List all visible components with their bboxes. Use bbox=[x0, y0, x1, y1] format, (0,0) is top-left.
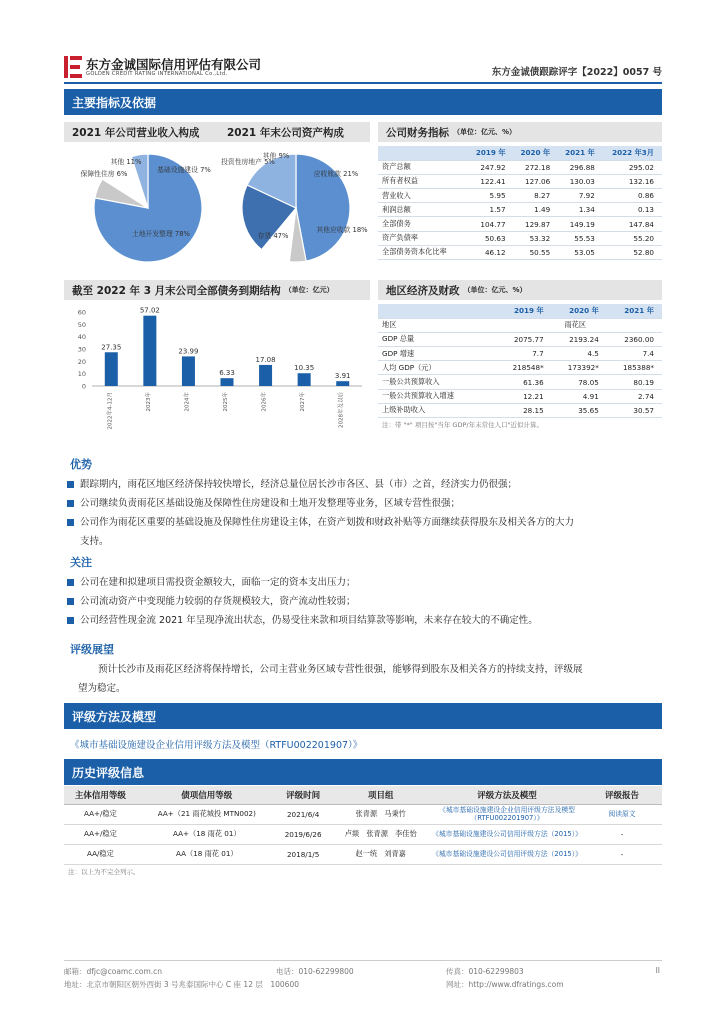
header bbox=[64, 54, 662, 84]
region-table-note: 注：带 "*" 项目按"当年 GDP/年末常住人口"近似计算。 bbox=[382, 421, 544, 429]
table-cell: 50.63 bbox=[469, 231, 514, 245]
bar-value-label: 6.33 bbox=[219, 369, 235, 378]
column-header: 2022 年3月 bbox=[603, 146, 662, 160]
company-name-en: GOLDEN CREDIT RATING INTERNATIONAL Co.,Ltd. bbox=[86, 71, 228, 77]
table-cell: 80.19 bbox=[607, 375, 662, 389]
x-tick-label: 2027年 bbox=[300, 392, 307, 412]
region-table-row bbox=[378, 347, 662, 361]
table-cell: GDP 增速 bbox=[378, 347, 497, 361]
bar-value-label: 10.35 bbox=[294, 364, 315, 373]
concern-item: 公司经营性现金流 2021 年呈现净流出状态，仍易受往来款和项目结算款等影响，未来存在较大的不确定性。 bbox=[64, 611, 662, 630]
table-cell: 147.84 bbox=[603, 217, 662, 231]
table-cell: 全部债务 bbox=[378, 217, 469, 231]
table-cell: 7.4 bbox=[607, 347, 662, 361]
debt-chart-title: 截至 2022 年 3 月末公司全部债务到期结构 bbox=[72, 284, 281, 297]
region-table-row bbox=[378, 389, 662, 403]
table-cell: 1.49 bbox=[514, 203, 559, 217]
report-cell: - bbox=[582, 844, 662, 864]
debt-bar bbox=[336, 381, 349, 386]
y-tick-label: 50 bbox=[77, 320, 86, 329]
pie-label: 应收账款 21% bbox=[313, 170, 359, 178]
table-cell: 2019/6/26 bbox=[277, 824, 330, 844]
table-cell: 上级补助收入 bbox=[378, 403, 497, 417]
footer bbox=[64, 960, 662, 990]
pie-label: 其他 11% bbox=[110, 158, 142, 166]
table-cell: 赵一统 刘青嘉 bbox=[329, 844, 432, 864]
concern-item: 公司流动资产中变现能力较弱的存货规模较大，资产流动性较弱； bbox=[64, 592, 662, 611]
region-area-value: 雨花区 bbox=[497, 318, 662, 332]
table-header-row bbox=[378, 146, 662, 160]
pie-label: 保障性住房 6% bbox=[80, 170, 128, 178]
pie1-title: 2021 年公司营业收入构成 bbox=[72, 126, 200, 139]
concerns-title: 关注 bbox=[70, 556, 92, 569]
footer-website[interactable]: 网址：http://www.dfratings.com bbox=[446, 980, 564, 989]
table-cell: 296.88 bbox=[558, 160, 603, 174]
table-cell: 28.15 bbox=[497, 403, 552, 417]
history-table bbox=[64, 786, 662, 876]
table-cell: 所有者权益 bbox=[378, 174, 469, 188]
table-cell: 2018/1/5 bbox=[277, 844, 330, 864]
column-header: 评级时间 bbox=[277, 786, 330, 804]
region-table-row bbox=[378, 361, 662, 375]
column-header: 评级方法及模型 bbox=[432, 786, 582, 804]
concerns-section bbox=[64, 554, 662, 630]
company-logo bbox=[64, 56, 82, 78]
table-cell: 一般公共预算收入增速 bbox=[378, 389, 497, 403]
debt-chart-header bbox=[64, 280, 370, 300]
y-tick-label: 20 bbox=[77, 357, 86, 366]
pie-label: 其他应收款 18% bbox=[316, 226, 368, 234]
y-tick-label: 60 bbox=[77, 308, 86, 317]
fin-table-unit: （单位：亿元、%） bbox=[453, 128, 517, 136]
table-cell: AA/稳定 bbox=[64, 844, 137, 864]
table-cell: 资产总额 bbox=[378, 160, 469, 174]
fin-table-row bbox=[378, 203, 662, 217]
table-cell: 2075.77 bbox=[497, 332, 552, 346]
table-cell: 247.92 bbox=[469, 160, 514, 174]
pie-label: 存货 47% bbox=[257, 232, 289, 240]
x-tick-label: 2026年 bbox=[261, 392, 268, 412]
bar-value-label: 57.02 bbox=[139, 306, 160, 315]
table-cell: AA（18 雨花 01） bbox=[137, 844, 277, 864]
table-cell: 218548* bbox=[497, 361, 552, 375]
history-note: 注：以上为不完全列示。 bbox=[68, 867, 140, 876]
outlook-title: 评级展望 bbox=[70, 643, 114, 656]
strength-item: 公司继续负责雨花区基础设施及保障性住房建设和土地开发整理等业务，区域专营性很强； bbox=[64, 494, 662, 513]
company-name-cn: 东方金诚国际信用评估有限公司 bbox=[86, 57, 262, 72]
region-table-header bbox=[378, 280, 662, 300]
table-cell: 张青源 马秉竹 bbox=[329, 804, 432, 824]
table-cell: 130.03 bbox=[558, 174, 603, 188]
table-cell: 4.5 bbox=[552, 347, 607, 361]
column-header: 2019 年 bbox=[497, 304, 552, 318]
strength-item: 跟踪期内，雨花区地区经济保持较快增长，经济总量位居长沙市各区、县（市）之首，经济实力仍很强； bbox=[64, 475, 662, 494]
report-cell[interactable]: 阅读原文 bbox=[582, 804, 662, 824]
strengths-list bbox=[64, 475, 662, 532]
table-cell: 2360.00 bbox=[607, 332, 662, 346]
table-cell: 127.06 bbox=[514, 174, 559, 188]
region-table-row bbox=[378, 403, 662, 417]
table-cell: 2193.24 bbox=[552, 332, 607, 346]
x-tick-label: 2028年及以后 bbox=[338, 392, 345, 428]
strengths-title: 优势 bbox=[70, 458, 92, 471]
outlook-text-1: 预计长沙市及雨花区经济将保持增长，公司主营业务区域专营性很强，能够得到股东及相关各方的持续支持，评级展 bbox=[98, 664, 583, 675]
fin-table-row bbox=[378, 160, 662, 174]
table-cell: 52.80 bbox=[603, 245, 662, 259]
table-cell: 全部债务资本化比率 bbox=[378, 245, 469, 259]
fin-table-row bbox=[378, 217, 662, 231]
y-tick-label: 30 bbox=[77, 345, 86, 354]
concern-item: 公司在建和拟建项目需投资金额较大，面临一定的资本支出压力； bbox=[64, 573, 662, 592]
bar-value-label: 23.99 bbox=[178, 347, 199, 356]
pie1-chart bbox=[66, 146, 216, 266]
region-table-row bbox=[378, 332, 662, 346]
table-cell: AA+/稳定 bbox=[64, 804, 137, 824]
footer-phone: 电话：010-62299800 bbox=[276, 967, 354, 976]
method-cell[interactable]: 《城市基础设施建设企业信用评级方法及模型（RTFU002201907）》 bbox=[432, 804, 582, 824]
table-header-row bbox=[64, 786, 662, 804]
debt-chart-unit: （单位：亿元） bbox=[284, 286, 334, 294]
bar-value-label: 17.08 bbox=[255, 355, 276, 364]
table-cell: 53.05 bbox=[558, 245, 603, 259]
y-tick-label: 0 bbox=[81, 382, 86, 391]
column-header: 主体信用等级 bbox=[64, 786, 137, 804]
table-cell: 12.21 bbox=[497, 389, 552, 403]
fin-table-row bbox=[378, 245, 662, 259]
y-tick-label: 10 bbox=[77, 370, 86, 379]
x-tick-label: 2024年 bbox=[184, 392, 191, 412]
column-header: 2020 年 bbox=[552, 304, 607, 318]
table-cell: 1.57 bbox=[469, 203, 514, 217]
fin-table-row bbox=[378, 189, 662, 203]
doc-number: 东方金诚债跟踪评字【2022】0057 号 bbox=[491, 67, 662, 78]
column-header bbox=[378, 146, 469, 160]
bar-value-label: 3.91 bbox=[334, 372, 351, 381]
table-cell: 78.05 bbox=[552, 375, 607, 389]
debt-bar bbox=[298, 373, 311, 386]
region-table-row bbox=[378, 375, 662, 389]
outlook-text-2: 望为稳定。 bbox=[78, 683, 126, 694]
method-cell[interactable]: 《城市基础设施建设公司信用评级方法（2015）》 bbox=[432, 824, 582, 844]
footer-email: 邮箱：dfjc@coamc.com.cn bbox=[64, 967, 163, 976]
column-header: 2020 年 bbox=[514, 146, 559, 160]
strength-item-continued: 支持。 bbox=[80, 536, 109, 547]
strengths-section bbox=[64, 456, 662, 551]
table-cell: 173392* bbox=[552, 361, 607, 375]
column-header: 2021 年 bbox=[558, 146, 603, 160]
table-cell: 1.34 bbox=[558, 203, 603, 217]
column-header: 项目组 bbox=[329, 786, 432, 804]
column-header: 评级报告 bbox=[582, 786, 662, 804]
table-cell: 8.27 bbox=[514, 189, 559, 203]
pie-label: 投资性房地产 5% bbox=[221, 158, 275, 166]
x-tick-label: 2025年 bbox=[223, 392, 229, 412]
history-row bbox=[64, 804, 662, 824]
table-cell: 50.55 bbox=[514, 245, 559, 259]
x-tick-label: 2023年 bbox=[145, 392, 152, 412]
y-tick-label: 40 bbox=[77, 333, 86, 342]
pie-charts-header bbox=[64, 122, 370, 142]
pie-label: 土地开发整理 78% bbox=[131, 230, 191, 238]
column-header bbox=[378, 304, 497, 318]
section-history: 历史评级信息 bbox=[64, 759, 662, 785]
table-cell: 272.18 bbox=[514, 160, 559, 174]
region-table bbox=[378, 304, 662, 429]
table-cell: 利润总额 bbox=[378, 203, 469, 217]
region-area-label: 地区 bbox=[378, 318, 497, 332]
page-number: II bbox=[655, 966, 660, 975]
table-cell: 295.02 bbox=[603, 160, 662, 174]
table-cell: 53.32 bbox=[514, 231, 559, 245]
fin-table-row bbox=[378, 231, 662, 245]
method-cell[interactable]: 《城市基础设施建设公司信用评级方法（2015）》 bbox=[432, 844, 582, 864]
debt-bar-chart bbox=[64, 304, 370, 444]
strength-item: 公司作为雨花区重要的基础设施及保障性住房建设主体，在资产划拨和财政补贴等方面继续获得股东及相关各方的大力 bbox=[64, 513, 662, 532]
table-cell: 营业收入 bbox=[378, 189, 469, 203]
pie2-chart bbox=[218, 146, 368, 266]
debt-bar bbox=[221, 378, 234, 386]
section-main-indicators: 主要指标及依据 bbox=[64, 89, 662, 115]
table-cell: 5.95 bbox=[469, 189, 514, 203]
bar-value-label: 27.35 bbox=[101, 343, 122, 352]
table-cell: 55.20 bbox=[603, 231, 662, 245]
table-cell: 129.87 bbox=[514, 217, 559, 231]
section-rating-method: 评级方法及模型 bbox=[64, 703, 662, 729]
method-link[interactable]: 《城市基础设施建设企业信用评级方法及模型（RTFU002201907）》 bbox=[70, 740, 363, 751]
table-cell: 55.53 bbox=[558, 231, 603, 245]
concerns-list bbox=[64, 573, 662, 630]
history-row bbox=[64, 824, 662, 844]
table-cell: 4.91 bbox=[552, 389, 607, 403]
column-header: 2021 年 bbox=[607, 304, 662, 318]
table-cell: 149.19 bbox=[558, 217, 603, 231]
pie-label: 基础设施建设 7% bbox=[157, 166, 211, 174]
outlook-section bbox=[64, 641, 662, 698]
table-header-row bbox=[378, 304, 662, 318]
table-cell: 35.65 bbox=[552, 403, 607, 417]
report-cell: - bbox=[582, 824, 662, 844]
region-table-unit: （单位：亿元、%） bbox=[463, 286, 527, 294]
table-cell: 7.92 bbox=[558, 189, 603, 203]
table-cell: 卢燚 张青源 李佳怡 bbox=[329, 824, 432, 844]
table-cell: 一般公共预算收入 bbox=[378, 375, 497, 389]
footer-fax: 传真：010-62299803 bbox=[446, 967, 524, 976]
table-cell: 0.13 bbox=[603, 203, 662, 217]
debt-bar bbox=[259, 365, 272, 386]
table-cell: 7.7 bbox=[497, 347, 552, 361]
table-cell: 2.74 bbox=[607, 389, 662, 403]
debt-bar bbox=[143, 316, 156, 386]
table-cell: GDP 总量 bbox=[378, 332, 497, 346]
fin-table bbox=[378, 146, 662, 260]
region-table-title: 地区经济及财政 bbox=[386, 284, 460, 297]
history-row bbox=[64, 844, 662, 864]
footer-address: 地址：北京市朝阳区朝外西街 3 号兆泰国际中心 C 座 12 层 100600 bbox=[64, 980, 299, 989]
table-cell: 人均 GDP（元） bbox=[378, 361, 497, 375]
debt-bar bbox=[182, 356, 195, 386]
x-tick-label: 2022年4-12月 bbox=[107, 392, 114, 430]
fin-table-header bbox=[378, 122, 662, 142]
table-cell: 122.41 bbox=[469, 174, 514, 188]
fin-table-title: 公司财务指标 bbox=[386, 126, 449, 139]
table-cell: 0.86 bbox=[603, 189, 662, 203]
table-cell: 30.57 bbox=[607, 403, 662, 417]
table-cell: AA+/稳定 bbox=[64, 824, 137, 844]
table-cell: 185388* bbox=[607, 361, 662, 375]
table-cell: 132.16 bbox=[603, 174, 662, 188]
table-cell: 104.77 bbox=[469, 217, 514, 231]
table-cell: 61.36 bbox=[497, 375, 552, 389]
column-header: 债项信用等级 bbox=[137, 786, 277, 804]
region-area-row bbox=[378, 318, 662, 332]
debt-bar bbox=[105, 352, 118, 386]
column-header: 2019 年 bbox=[469, 146, 514, 160]
fin-table-row bbox=[378, 174, 662, 188]
table-cell: 2021/6/4 bbox=[277, 804, 330, 824]
pie-label: 其他 9% bbox=[262, 152, 290, 160]
pie2-title: 2021 年末公司资产构成 bbox=[227, 126, 344, 139]
table-cell: 46.12 bbox=[469, 245, 514, 259]
table-cell: AA+（18 雨花 01） bbox=[137, 824, 277, 844]
table-cell: 资产负债率 bbox=[378, 231, 469, 245]
table-cell: AA+（21 雨花城投 MTN002) bbox=[137, 804, 277, 824]
